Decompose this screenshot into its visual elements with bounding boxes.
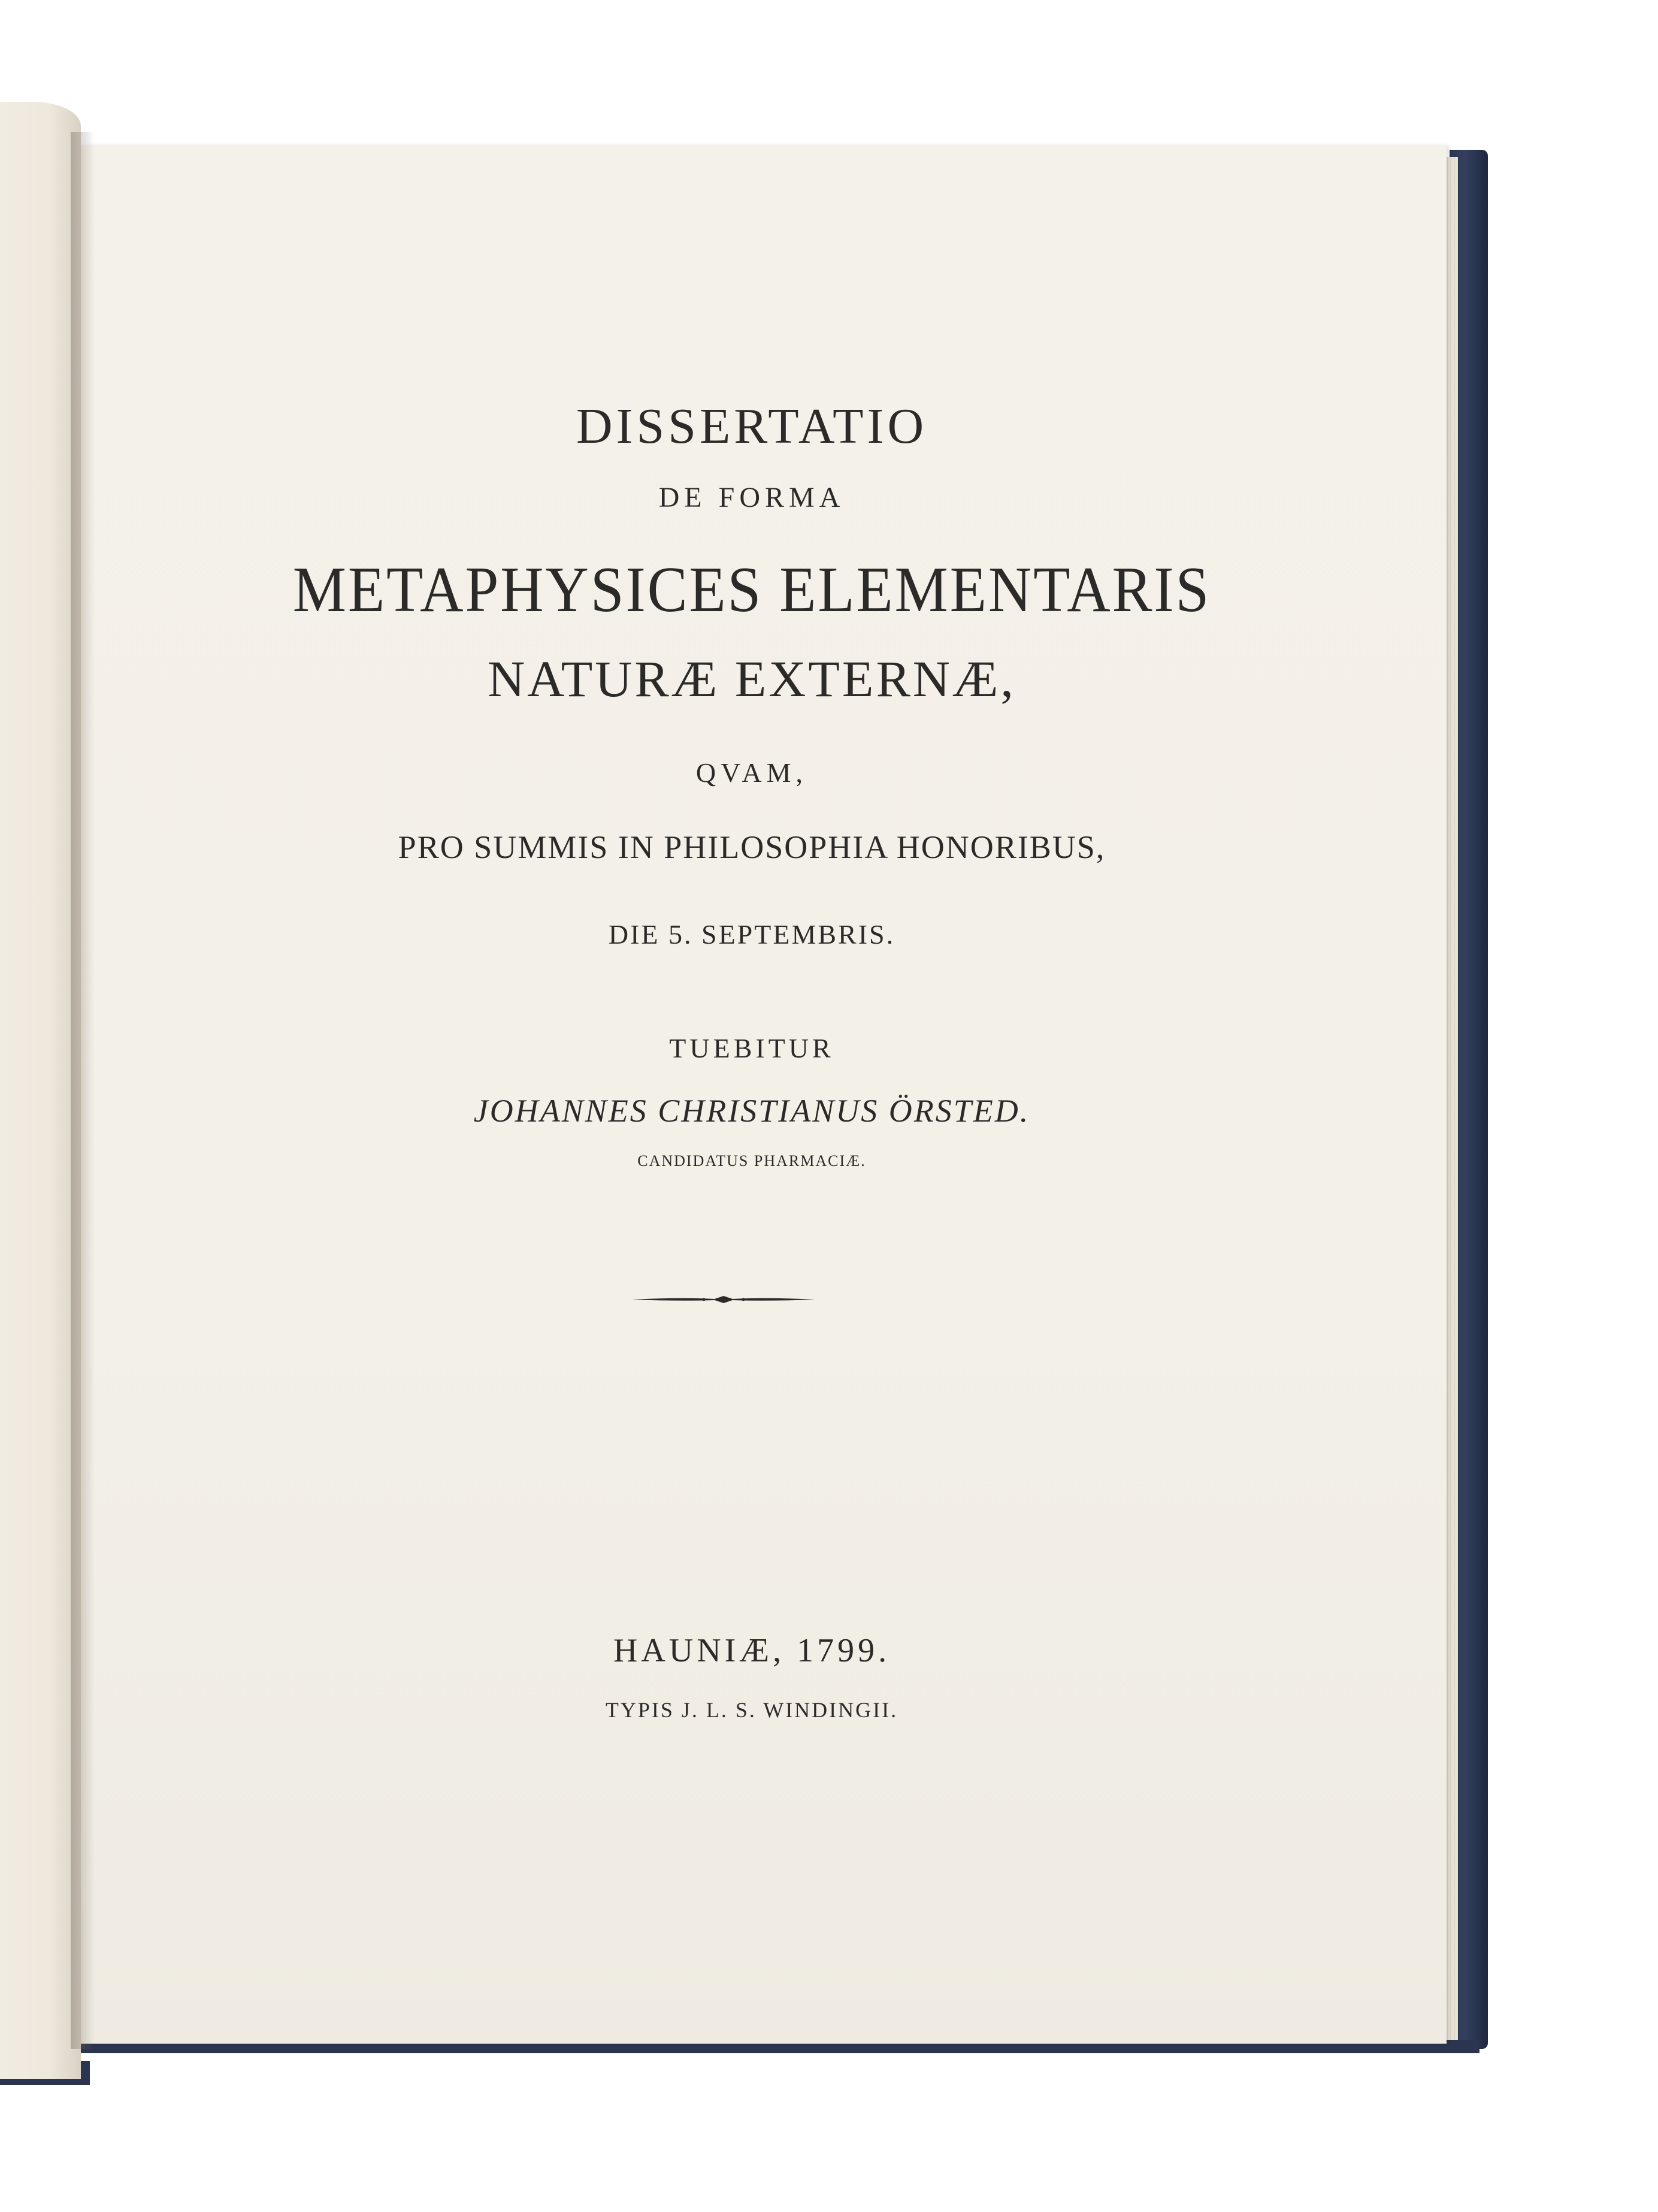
qvam-line: QVAM, (695, 757, 808, 788)
place-and-year: HAUNIÆ, 1799. (613, 1632, 891, 1669)
ornament-rule-icon (631, 1294, 816, 1306)
tuebitur-line: TUEBITUR (669, 1033, 834, 1063)
title-page (81, 146, 1447, 2044)
dissertation-title: DISSERTATIO (576, 398, 928, 454)
author-title: CANDIDATUS PHARMACIÆ. (637, 1152, 866, 1170)
date-line: DIE 5. SEPTEMBRIS. (608, 919, 895, 950)
main-heading: METAPHYSICES ELEMENTARIS (292, 554, 1211, 625)
subtitle-line: DE FORMA (658, 482, 845, 513)
purpose-line: PRO SUMMIS IN PHILOSOPHIA HONORIBUS, (398, 829, 1106, 865)
author-name: JOHANNES CHRISTIANUS ÖRSTED. (473, 1093, 1030, 1129)
printer-line: TYPIS J. L. S. WINDINGII. (605, 1698, 898, 1722)
main-heading-second-line: NATURÆ EXTERNÆ, (488, 650, 1016, 708)
gutter-shadow (71, 132, 95, 2049)
